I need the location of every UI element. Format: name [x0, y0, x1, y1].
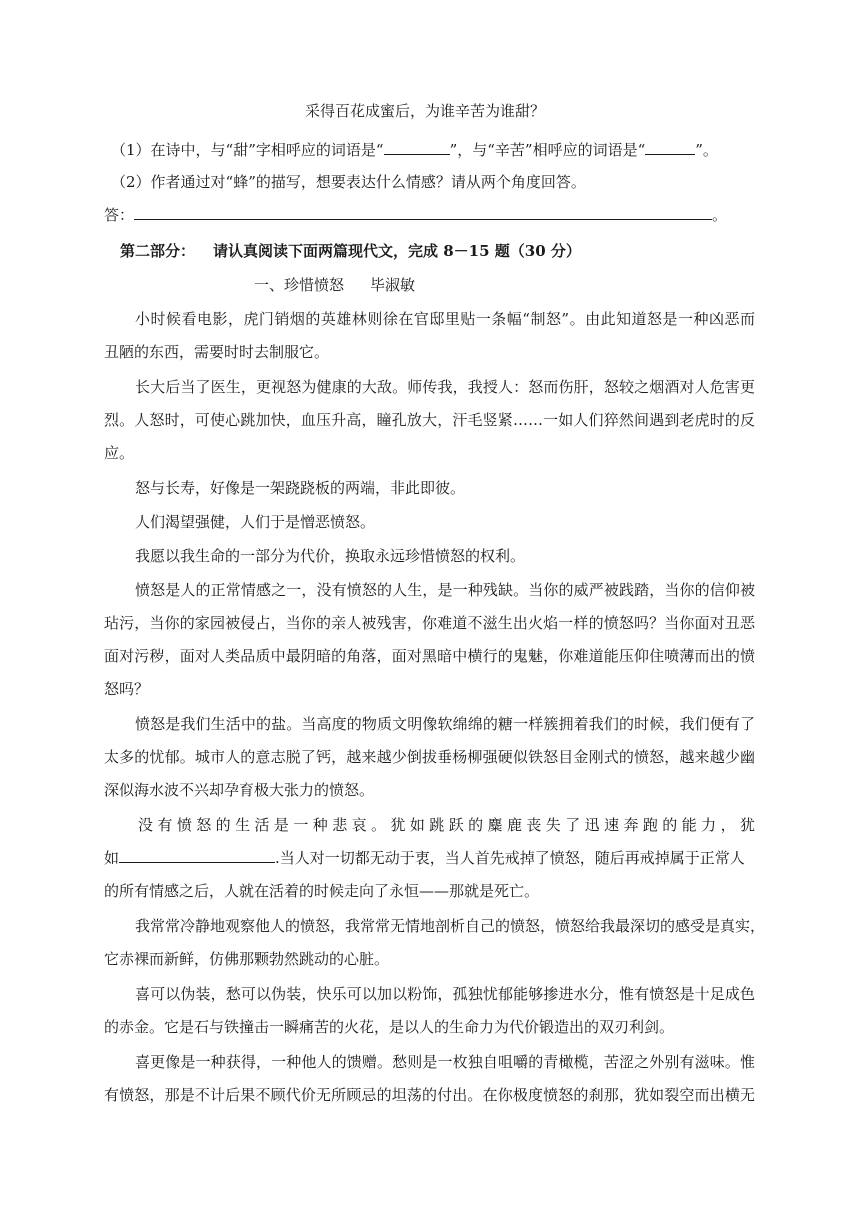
text-line: 它赤裸而新鲜，仿佛那颗勃然跳动的心脏。 [104, 950, 390, 968]
question-1-prefix: （1）在诗中，与“甜”字相呼应的词语是“ [111, 141, 384, 159]
text-line: 愤怒是人的正常情感之一，没有愤怒的人生，是一种残缺。当你的威严被践踏，当你的信仰被 [135, 581, 755, 599]
text-line: 烈。人怒时，可使心跳加快，血压升高，瞳孔放大，汗毛竖紧……一如人们猝然间遇到老虎时的反 [104, 411, 755, 429]
answer-blank-3[interactable] [134, 205, 712, 220]
text-line: 的赤金。它是石与铁撞击一瞬痛苦的火花，是以人的生命力为代价锻造出的双刃利剑。 [104, 1018, 675, 1036]
question-1 [111, 140, 718, 160]
section-part-label: 第二部分： [120, 242, 196, 260]
text-line: 我常常冷静地观察他人的愤怒，我常常无情地剖析自己的愤怒，愤怒给我最深切的感受是真实， [135, 917, 766, 935]
text-line: 玷污，当你的家园被侵占，当你的亲人被残害，你难道不滋生出火焰一样的愤怒吗？当你面对丑恶 [104, 614, 755, 632]
text-line: 喜可以伪装，愁可以伪装，快乐可以加以粉饰，孤独忧郁能够掺进水分，惟有愤怒是十足成色 [135, 985, 755, 1003]
question-2 [111, 172, 586, 192]
question-1-mid: ”，与“辛苦”相呼应的词语是“ [449, 141, 646, 159]
question-2-text: （2）作者通过对“蜂”的描写，想要表达什么情感？请从两个角度回答。 [111, 173, 586, 191]
text-line: 太多的忧郁。城市人的意志脱了钙，越来越少倒拔垂杨柳强硬似铁怒目金刚式的愤怒，越来越少幽 [104, 748, 755, 766]
text-line: 怒吗？ [104, 680, 150, 698]
text-line: 面对污秽，面对人类品质中最阴暗的角落，面对黑暗中横行的鬼魅，你难道能压仰住喷薄而出的愤 [104, 647, 755, 665]
text-line: 长大后当了医生，更视怒为健康的大敌。师传我，我授人：怒而伤肝，怒较之烟酒对人危害更 [135, 378, 755, 396]
text-fragment: .当人对一切都无动于衷，当人首先戒掉了愤怒，随后再戒掉属于正常人 [275, 849, 745, 867]
answer-line [104, 205, 727, 225]
answer-end: 。 [712, 206, 728, 224]
text-line: 愤怒是我们生活中的盐。当高度的物质文明像软绵绵的糖一样簇拥着我们的时候，我们便有了 [135, 715, 755, 733]
article-author: 毕淑敏 [370, 276, 416, 294]
poem-line [305, 101, 545, 121]
answer-blank-2[interactable] [645, 140, 695, 155]
text-line: 我愿以我生命的一部分为代价，换取永远珍惜愤怒的权利。 [135, 547, 526, 565]
answer-blank-1[interactable] [384, 140, 450, 155]
text-line: 人们渴望强健，人们于是憎恶愤怒。 [135, 513, 376, 531]
answer-label: 答： [104, 206, 135, 224]
text-line: 应。 [104, 444, 135, 462]
section-heading [120, 241, 581, 261]
text-line: 深似海水波不兴却孕育极大张力的愤怒。 [104, 781, 375, 799]
text-line: 怒与长寿，好像是一架跷跷板的两端，非此即彼。 [135, 479, 466, 497]
text-line: 的所有情感之后，人就在活着的时候走向了永恒——那就是死亡。 [104, 882, 540, 900]
text-line: 喜更像是一种获得，一种他人的馈赠。愁则是一枚独自咀嚼的青橄榄，苦涩之外别有滋味。惟 [135, 1053, 755, 1071]
poem-line-text: 采得百花成蜜后，为谁辛苦为谁甜？ [305, 102, 546, 120]
text-line: 有愤怒，那是不计后果不顾代价无所顾忌的坦荡的付出。在你极度愤怒的刹那，犹如裂空而出横无 [104, 1086, 755, 1104]
article-title: 一、珍惜愤怒 [254, 276, 345, 294]
article-title-line [254, 275, 415, 295]
question-1-suffix: ”。 [695, 141, 718, 159]
text-line: 没有愤怒的生活是一种悲哀。犹如跳跃的麋鹿丧失了迅速奔跑的能力，犹 [138, 816, 755, 834]
text-line: 丑陋的东西，需要时时去制服它。 [104, 343, 330, 361]
text-line-with-blank [104, 848, 745, 868]
answer-blank-4[interactable] [119, 848, 275, 863]
section-instruction: 请认真阅读下面两篇现代文，完成 8－15 题（30 分） [213, 242, 581, 260]
text-fragment: 如 [104, 849, 120, 867]
text-line: 小时候看电影，虎门销烟的英雄林则徐在官邸里贴一条幅“制怒”。由此知道怒是一种凶恶而 [135, 310, 755, 328]
